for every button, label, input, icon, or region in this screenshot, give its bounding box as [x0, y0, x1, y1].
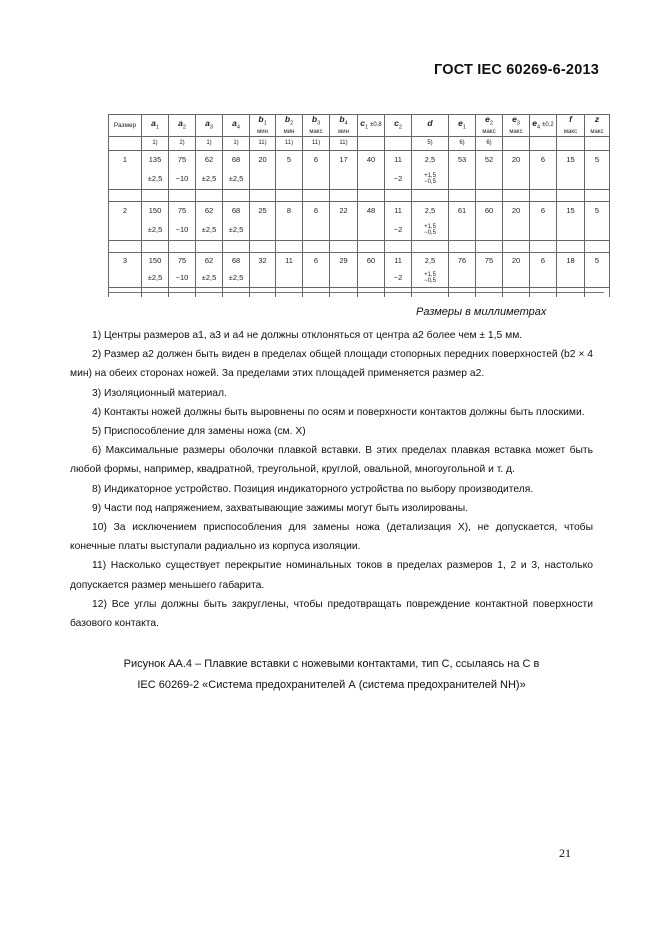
spacer-cell: [223, 189, 250, 201]
d-tol-minus: −0,5: [424, 278, 436, 285]
units-caption: Размеры в миллиметрах: [416, 306, 547, 318]
spacer-cell: [449, 287, 476, 297]
note-item: 11) Насколько существует перекрытие номинальных токов в пределах размеров 1, 2 и 3, настолько допускается размер меньшего габарита.: [70, 560, 593, 591]
col-note-ref: 1): [223, 136, 250, 150]
col-symbol: a: [151, 118, 156, 129]
col-note-ref: 6): [476, 136, 503, 150]
tolerance-cell: −10: [169, 221, 196, 241]
col-symbol: a: [178, 118, 183, 129]
tolerance-cell: [358, 170, 385, 190]
note-item: 5) Приспособление для замены ножа (см. X): [92, 426, 306, 438]
tolerance-cell: [557, 170, 585, 190]
value-cell: 11: [385, 150, 412, 170]
note-item: 8) Индикаторное устройство. Позиция индикаторного устройства по выбору производителя.: [92, 483, 534, 495]
col-subscript: 2: [489, 120, 493, 127]
d-tol-minus: −0,5: [424, 179, 436, 186]
spacer-cell: [223, 240, 250, 252]
value-cell: 11: [385, 252, 412, 270]
tolerance-cell: ±2,5: [196, 270, 223, 288]
col-symbol: e: [458, 118, 463, 129]
spacer-cell: [476, 240, 503, 252]
spacer-cell: [196, 189, 223, 201]
value-cell: 75: [169, 252, 196, 270]
value-cell: 5: [585, 150, 610, 170]
tolerance-cell: [476, 170, 503, 190]
spacer-cell: [169, 240, 196, 252]
col-symbol: e: [485, 114, 490, 124]
col-header-cell: [503, 115, 530, 137]
size-cell: 1: [109, 150, 142, 170]
spacer-cell: [330, 287, 358, 297]
spacer-cell: [250, 240, 276, 252]
value-cell: 11: [385, 201, 412, 221]
spacer-cell: [330, 189, 358, 201]
col-symbol: d: [427, 118, 433, 129]
value-cell: 62: [196, 201, 223, 221]
tolerance-cell: [276, 170, 303, 190]
tolerance-cell: [585, 270, 610, 288]
tolerance-cell: [503, 170, 530, 190]
spacer-cell: [142, 189, 169, 201]
col-header-cell: [250, 115, 276, 137]
notes-list: [70, 326, 593, 633]
tolerance-cell: −2: [385, 221, 412, 241]
tolerance-cell: [330, 170, 358, 190]
tolerance-cell: [303, 270, 330, 288]
spacer-cell: [358, 240, 385, 252]
spacer-cell: [169, 189, 196, 201]
tolerance-cell: [250, 170, 276, 190]
col-limit: макс: [482, 128, 496, 135]
value-cell: 62: [196, 150, 223, 170]
size-cell: 2: [109, 201, 142, 221]
spacer-cell: [412, 287, 449, 297]
col-subscript: 1: [155, 124, 159, 131]
value-cell: 135: [142, 150, 169, 170]
col-header-cell: [530, 115, 557, 137]
tolerance-cell: [303, 170, 330, 190]
spacer-cell: [385, 287, 412, 297]
figure-caption: [70, 654, 593, 696]
col-limit: мин: [338, 128, 349, 135]
col-subscript: 3: [317, 120, 321, 127]
value-cell: 6: [530, 252, 557, 270]
tolerance-cell: ±2,5: [223, 170, 250, 190]
spacer-cell: [303, 240, 330, 252]
tolerance-cell: [476, 221, 503, 241]
col-limit: макс: [590, 128, 604, 135]
tolerance-cell: [449, 270, 476, 288]
tolerance-cell: ±2,5: [142, 270, 169, 288]
tolerance-cell: ±2,5: [223, 270, 250, 288]
note-item: 3) Изоляционный материал.: [92, 387, 227, 399]
col-symbol: a: [232, 118, 237, 129]
value-cell: 68: [223, 252, 250, 270]
spacer-cell: [385, 189, 412, 201]
col-note-ref: 11): [276, 136, 303, 150]
spacer-cell: [412, 189, 449, 201]
tolerance-cell: [530, 270, 557, 288]
col-symbol: a: [205, 118, 210, 129]
col-symbol: e: [512, 114, 517, 124]
note-item: 10) За исключением приспособления для замены ножа (детализация X), не допускается, чтобы конечные платы выступали радиально из корпуса изоляции.: [70, 522, 593, 553]
col-header-cell: [476, 115, 503, 137]
spacer-cell: [223, 287, 250, 297]
col-header-cell: [196, 115, 223, 137]
col-header-cell: [142, 115, 169, 137]
tolerance-cell: [276, 270, 303, 288]
value-cell: 6: [530, 150, 557, 170]
col-header-cell: [557, 115, 585, 137]
col-note-ref: 11): [330, 136, 358, 150]
spacer-cell: [476, 287, 503, 297]
size-cell-cont: [109, 221, 142, 241]
col-note-ref: [358, 136, 385, 150]
value-cell: 48: [358, 201, 385, 221]
col-limit: мин: [257, 128, 268, 135]
col-note-ref: [503, 136, 530, 150]
tolerance-cell: [250, 270, 276, 288]
value-cell: 2,5: [412, 252, 449, 270]
col-note-ref: 5): [412, 136, 449, 150]
col-symbol: b: [258, 114, 264, 124]
col-note-ref: [385, 136, 412, 150]
col-tolerance: ±0,2: [542, 122, 554, 129]
value-cell: 29: [330, 252, 358, 270]
tolerance-cell: [530, 221, 557, 241]
tolerance-cell: [449, 170, 476, 190]
spacer-cell: [476, 189, 503, 201]
tolerance-cell: −2: [385, 270, 412, 288]
col-limit: макс: [309, 128, 323, 135]
d-tol-plus: +1,5: [424, 271, 436, 278]
spacer-cell: [358, 189, 385, 201]
tolerance-cell: [585, 221, 610, 241]
col-subscript: 2: [398, 124, 402, 131]
value-cell: 11: [276, 252, 303, 270]
spacer-cell: [585, 189, 610, 201]
value-cell: 2,5: [412, 150, 449, 170]
spacer-cell: [585, 287, 610, 297]
note-item: 12) Все углы должны быть закруглены, чтобы предотвращать повреждение контактной поверхности базового контакта.: [70, 598, 593, 630]
tolerance-cell: [557, 221, 585, 241]
col-subscript: 1: [263, 120, 267, 127]
value-cell: 15: [557, 150, 585, 170]
col-symbol: f: [569, 114, 572, 124]
d-tol-plus: +1,5: [424, 172, 436, 179]
value-cell: 75: [169, 201, 196, 221]
tolerance-cell: ±2,5: [142, 170, 169, 190]
value-cell: 62: [196, 252, 223, 270]
note-item: 1) Центры размеров a1, a3 и a4 не должны отклоняться от центра a2 более чем ± 1,5 мм.: [92, 330, 523, 341]
col-symbol: e: [532, 118, 537, 129]
value-cell: 2,5: [412, 201, 449, 221]
spacer-cell: [276, 189, 303, 201]
d-tol-plus: +1,5: [424, 223, 436, 230]
col-header-cell: [412, 115, 449, 137]
col-header-cell: [169, 115, 196, 137]
spacer-cell: [530, 240, 557, 252]
tolerance-cell: −2: [385, 170, 412, 190]
size-cell-cont: [109, 189, 142, 201]
value-cell: 150: [142, 252, 169, 270]
spacer-cell: [303, 287, 330, 297]
tolerance-cell: [503, 221, 530, 241]
value-cell: 32: [250, 252, 276, 270]
col-note-ref: [557, 136, 585, 150]
tolerance-cell: −10: [169, 270, 196, 288]
value-cell: 22: [330, 201, 358, 221]
tolerance-cell: [503, 270, 530, 288]
tolerance-cell: [303, 221, 330, 241]
value-cell: 150: [142, 201, 169, 221]
value-cell: 6: [530, 201, 557, 221]
size-cell: 3: [109, 252, 142, 270]
standard-header: ГОСТ IEC 60269-6-2013: [433, 62, 599, 78]
col-limit: мин: [283, 128, 295, 135]
col-tolerance: ±0,8: [370, 122, 382, 129]
spacer-cell: [585, 240, 610, 252]
col-header-cell: Размер: [109, 115, 142, 137]
note-item: 2) Размер a2 должен быть виден в пределах общей площади стопорных передних поверхностей (b2 × 4 мин) на обеих сторонах ножей. За пределами этих площадей применяется размер a2.: [70, 349, 593, 380]
caption-line-2: IEC 60269-2 «Система предохранителей А (система предохранителей NH)»: [137, 679, 526, 691]
col-header-cell: [223, 115, 250, 137]
spacer-cell: [196, 240, 223, 252]
size-cell-cont: [109, 287, 142, 297]
note-item: 4) Контакты ножей должны быть выровнены по осям и поверхности контактов должны быть плоскими.: [92, 406, 585, 418]
spacer-cell: [142, 287, 169, 297]
col-subscript: 4: [536, 124, 541, 131]
col-subscript: 2: [290, 120, 294, 127]
spacer-cell: [503, 189, 530, 201]
spacer-cell: [385, 240, 412, 252]
spacer-cell: [557, 240, 585, 252]
col-symbol: c: [360, 118, 365, 129]
col-symbol: z: [594, 114, 600, 124]
spacer-cell: [449, 189, 476, 201]
spacer-cell: [250, 189, 276, 201]
col-limit: макс: [563, 128, 578, 135]
dimensions-table: [108, 114, 604, 293]
col-header-cell: [276, 115, 303, 137]
caption-line-1: Рисунок АА.4 – Плавкие вставки с ножевыми контактами, тип С, ссылаясь на С в: [123, 658, 540, 670]
tolerance-cell: [330, 221, 358, 241]
col-subscript: 1: [462, 124, 466, 131]
value-cell: 68: [223, 201, 250, 221]
col-subscript: 1: [364, 124, 369, 131]
tolerance-cell: ±2,5: [196, 170, 223, 190]
value-cell: 20: [250, 150, 276, 170]
value-cell: 53: [449, 150, 476, 170]
spacer-cell: [530, 189, 557, 201]
tolerance-cell: −10: [169, 170, 196, 190]
spacer-cell: [503, 287, 530, 297]
col-header-cell: [449, 115, 476, 137]
value-cell: 60: [358, 252, 385, 270]
tolerance-cell: [557, 270, 585, 288]
value-cell: 52: [476, 150, 503, 170]
col-header-cell: [358, 115, 385, 137]
value-cell: 5: [585, 201, 610, 221]
col-note-ref: 1): [142, 136, 169, 150]
spacer-cell: [503, 240, 530, 252]
spacer-cell: [358, 287, 385, 297]
value-cell: 6: [303, 150, 330, 170]
spacer-cell: [142, 240, 169, 252]
value-cell: 40: [358, 150, 385, 170]
value-cell: 6: [303, 252, 330, 270]
col-note-ref: [585, 136, 610, 150]
value-cell: 15: [557, 201, 585, 221]
tolerance-cell: [530, 170, 557, 190]
col-symbol: b: [284, 114, 291, 124]
col-subscript: 4: [344, 120, 348, 127]
tolerance-cell: [358, 270, 385, 288]
d-tol-minus: −0,5: [424, 230, 436, 237]
col-note-ref: [109, 136, 142, 150]
spacer-cell: [557, 287, 585, 297]
spacer-cell: [530, 287, 557, 297]
spacer-cell: [303, 189, 330, 201]
note-item: 6) Максимальные размеры оболочки плавкой вставки. В этих пределах плавкая вставка может быть любой формы, например, квадратной, треугольной, круглой, овальной, многоугольной и т. д.: [70, 445, 593, 476]
tolerance-cell: ±2,5: [196, 221, 223, 241]
size-cell-cont: [109, 170, 142, 190]
spacer-cell: [557, 189, 585, 201]
spacer-cell: [449, 240, 476, 252]
col-header-cell: [330, 115, 358, 137]
tolerance-cell: [476, 270, 503, 288]
col-note-ref: 1): [196, 136, 223, 150]
value-cell: 5: [276, 150, 303, 170]
value-cell: 61: [449, 201, 476, 221]
spacer-cell: [169, 287, 196, 297]
tolerance-cell: [358, 221, 385, 241]
value-cell: 20: [503, 201, 530, 221]
col-symbol: c: [394, 118, 399, 129]
col-subscript: 2: [182, 124, 186, 131]
tolerance-cell: [250, 221, 276, 241]
spacer-cell: [412, 240, 449, 252]
spacer-cell: [276, 240, 303, 252]
value-cell: 8: [276, 201, 303, 221]
tolerance-cell: ±2,5: [142, 221, 169, 241]
value-cell: 60: [476, 201, 503, 221]
tolerance-cell: [412, 270, 449, 288]
tolerance-cell: [412, 170, 449, 190]
col-limit: макс: [509, 128, 523, 135]
note-item: 9) Части под напряжением, захватывающие зажимы могут быть изолированы.: [92, 502, 469, 514]
tolerance-cell: [276, 221, 303, 241]
tolerance-cell: ±2,5: [223, 221, 250, 241]
col-header-cell: [303, 115, 330, 137]
spacer-cell: [276, 287, 303, 297]
col-header-cell: [585, 115, 610, 137]
col-symbol: b: [311, 114, 318, 124]
value-cell: 75: [476, 252, 503, 270]
value-cell: 6: [303, 201, 330, 221]
col-note-ref: 11): [250, 136, 276, 150]
col-header-cell: [385, 115, 412, 137]
size-cell-cont: [109, 270, 142, 288]
value-cell: 20: [503, 150, 530, 170]
tolerance-cell: [330, 270, 358, 288]
col-note-ref: [530, 136, 557, 150]
value-cell: 17: [330, 150, 358, 170]
col-note-ref: 11): [303, 136, 330, 150]
value-cell: 18: [557, 252, 585, 270]
tolerance-cell: [585, 170, 610, 190]
value-cell: 25: [250, 201, 276, 221]
col-symbol: b: [339, 114, 345, 124]
col-subscript: 3: [516, 120, 520, 127]
value-cell: 5: [585, 252, 610, 270]
page-number: 21: [559, 846, 571, 860]
spacer-cell: [196, 287, 223, 297]
tolerance-cell: [449, 221, 476, 241]
col-subscript: 3: [209, 124, 213, 131]
value-cell: 20: [503, 252, 530, 270]
spacer-cell: [250, 287, 276, 297]
spacer-cell: [330, 240, 358, 252]
col-note-ref: 6): [449, 136, 476, 150]
tolerance-cell: [412, 221, 449, 241]
col-note-ref: 2): [169, 136, 196, 150]
value-cell: 68: [223, 150, 250, 170]
value-cell: 76: [449, 252, 476, 270]
size-cell-cont: [109, 240, 142, 252]
col-subscript: 4: [236, 124, 240, 131]
value-cell: 75: [169, 150, 196, 170]
